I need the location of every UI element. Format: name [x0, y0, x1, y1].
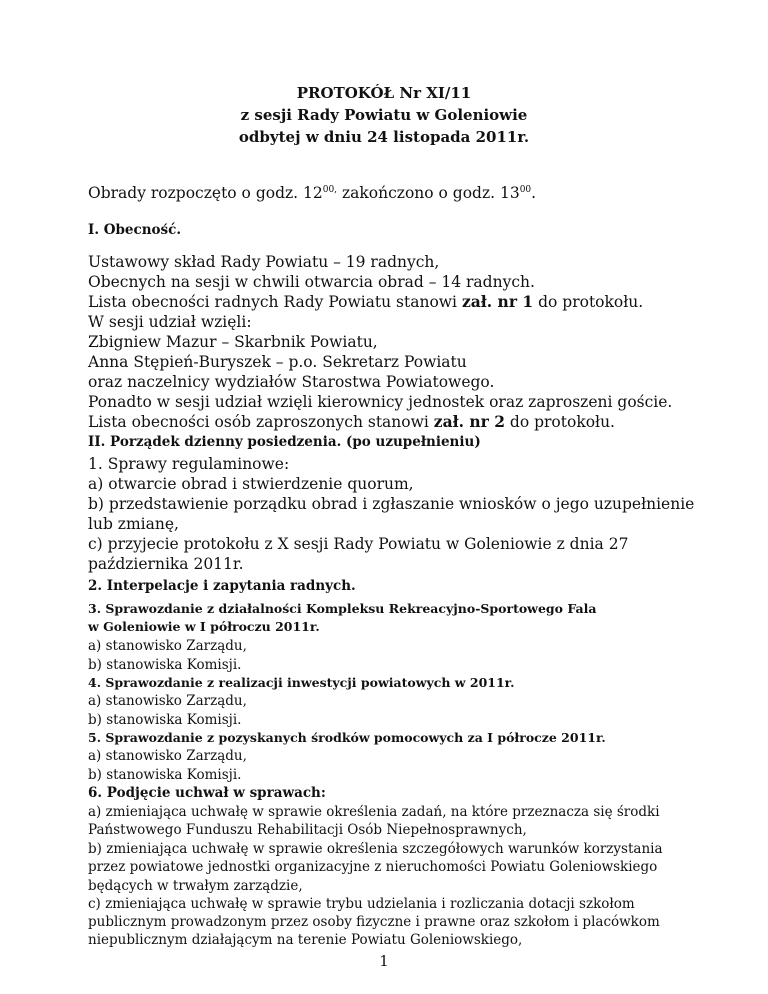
- paragraph-line: Ponadto w sesji udział wzięli kierownicy jednostek oraz zaproszeni goście.: [88, 393, 673, 411]
- agenda-subitem: b) stanowiska Komisji.: [88, 657, 242, 673]
- session-date: odbytej w dniu 24 listopada 2011r.: [238, 128, 530, 146]
- agenda-subitem: a) stanowisko Zarządu,: [88, 638, 247, 654]
- session-subtitle: z sesji Rady Powiatu w Goleniowie: [240, 106, 528, 124]
- protocol-title: PROTOKÓŁ Nr XI/11: [296, 84, 472, 102]
- paragraph-line: W sesji udział wzięli:: [88, 313, 252, 331]
- resolution-line: c) zmieniająca uchwałę w sprawie trybu udzielania i rozliczania dotacji szkołom: [88, 896, 635, 912]
- agenda-line: a) otwarcie obrad i stwierdzenie quorum,: [88, 475, 414, 493]
- attachment-2-line: Lista obecności osób zaproszonych stanowi zał. nr 2 do protokołu.: [88, 412, 615, 431]
- resolution-line: niepublicznym działającym na terenie Powiatu Goleniowskiego,: [88, 932, 523, 948]
- agenda-line: c) przyjecie protokołu z X sesji Rady Powiatu w Goleniowie z dnia 27: [88, 535, 629, 553]
- agenda-item-3: 3. Sprawozdanie z działalności Kompleksu Rekreacyjno-Sportowego Fala: [88, 601, 597, 616]
- section-heading-attendance: I. Obecność.: [88, 222, 182, 238]
- page-number: 1: [379, 952, 389, 970]
- resolution-line: będących w trwałym zarządzie,: [88, 878, 303, 894]
- agenda-item-5: 5. Sprawozdanie z pozyskanych środków pomocowych za I półrocze 2011r.: [88, 730, 606, 745]
- resolution-line: b) zmieniająca uchwałę w sprawie określenia szczegółowych warunków korzystania: [88, 841, 663, 857]
- attachment-1-line: Lista obecności radnych Rady Powiatu stanowi zał. nr 1 do protokołu.: [88, 292, 644, 311]
- paragraph-line: oraz naczelnicy wydziałów Starostwa Powiatowego.: [88, 373, 495, 391]
- resolution-line: publicznym prowadzonym przez osoby fizyczne i prawne oraz szkołom i placówkom: [88, 914, 660, 930]
- agenda-item-6: 6. Podjęcie uchwał w sprawach:: [88, 785, 326, 801]
- paragraph-line: Anna Stępień-Buryszek – p.o. Sekretarz Powiatu: [88, 353, 467, 371]
- paragraph-line: Obecnych na sesji w chwili otwarcia obrad – 14 radnych.: [88, 273, 535, 291]
- agenda-line: 1. Sprawy regulaminowe:: [88, 455, 290, 473]
- agenda-line: b) przedstawienie porządku obrad i zgłaszanie wniosków o jego uzupełnienie: [88, 495, 695, 513]
- session-times: Obrady rozpoczęto o godz. $12^{00,}$ zakończono o godz. $13^{00}$.: [88, 184, 537, 202]
- agenda-subitem: b) stanowiska Komisji.: [88, 712, 242, 728]
- paragraph-line: Zbigniew Mazur – Skarbnik Powiatu,: [88, 333, 378, 351]
- paragraph-line: Ustawowy skład Rady Powiatu – 19 radnych,: [88, 253, 440, 271]
- agenda-line: października 2011r.: [88, 555, 244, 573]
- agenda-subitem: a) stanowisko Zarządu,: [88, 693, 247, 709]
- resolution-line: przez powiatowe jednostki organizacyjne z nieruchomości Powiatu Goleniowskiego: [88, 859, 658, 875]
- agenda-item-3-cont: w Goleniowie w I półroczu 2011r.: [88, 619, 320, 634]
- section-heading-agenda: II. Porządek dzienny posiedzenia. (po uzupełnieniu): [88, 434, 481, 450]
- agenda-line: lub zmianę,: [88, 515, 179, 533]
- agenda-item-2: 2. Interpelacje i zapytania radnych.: [88, 578, 356, 594]
- agenda-subitem: b) stanowiska Komisji.: [88, 767, 242, 783]
- agenda-item-4: 4. Sprawozdanie z realizacji inwestycji powiatowych w 2011r.: [88, 675, 515, 690]
- agenda-subitem: a) stanowisko Zarządu,: [88, 748, 247, 764]
- resolution-line: a) zmieniająca uchwałę w sprawie określenia zadań, na które przeznacza się środki: [88, 804, 660, 820]
- resolution-line: Państwowego Funduszu Rehabilitacji Osób Niepełnosprawnych,: [88, 822, 527, 838]
